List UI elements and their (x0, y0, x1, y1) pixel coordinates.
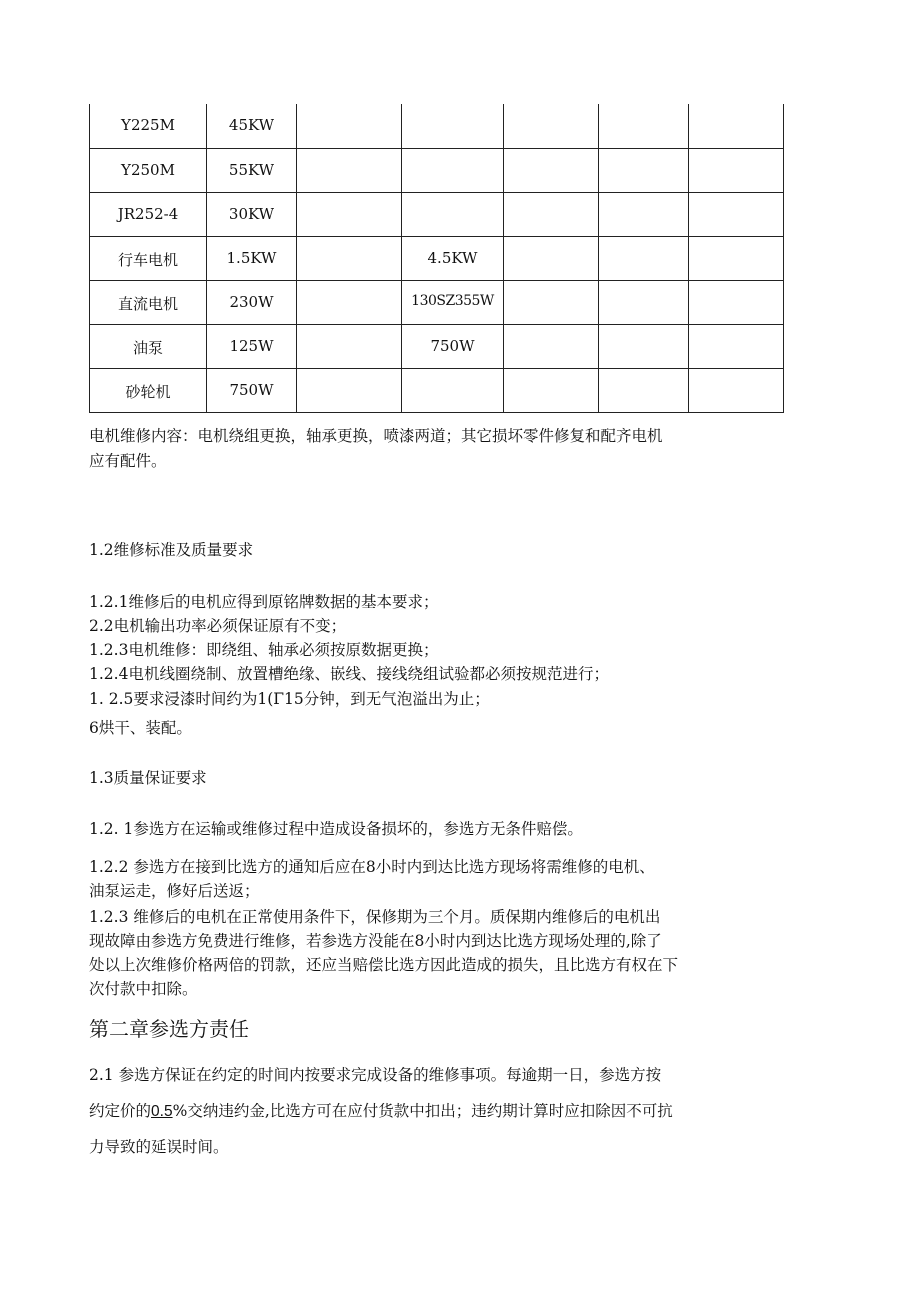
table-cell (689, 192, 784, 236)
section-1-2-item: 2.2电机输出功率必须保证原有不变； (89, 617, 347, 635)
table-cell: JR252-4 (90, 192, 207, 236)
table-cell (599, 148, 689, 192)
table-cell (297, 148, 402, 192)
chapter-2-p1-line3: 力导致的延误时间。 (89, 1138, 229, 1156)
section-1-3-item2-line1: 1.2.2 参选方在接到比选方的通知后应在8小时内到达比选方现场将需维修的电机、 (89, 858, 655, 876)
maintenance-content-line2: 应有配件。 (89, 452, 167, 470)
table-cell: 砂轮机 (90, 368, 207, 412)
table-cell (297, 104, 402, 148)
table-cell (402, 104, 504, 148)
table-cell: 行车电机 (90, 236, 207, 280)
table-cell: 30KW (207, 192, 297, 236)
table-cell (297, 236, 402, 280)
p1-line2-pre: 约定价的 (89, 1102, 152, 1120)
penalty-rate: 0.5 (151, 1103, 173, 1120)
table-row (90, 104, 784, 148)
section-1-2-item: 1.2.1维修后的电机应得到原铭牌数据的基本要求； (89, 593, 439, 611)
table-cell (504, 104, 599, 148)
table-row (90, 280, 784, 324)
motor-table-body (90, 104, 784, 412)
table-cell: Y250M (90, 148, 207, 192)
table-cell (689, 368, 784, 412)
table-cell (504, 368, 599, 412)
table-cell: 130SZ355W (402, 280, 504, 324)
section-1-3-item3-line3: 处以上次维修价格两倍的罚款，还应当赔偿比选方因此造成的损失，且比选方有权在下 (89, 956, 679, 974)
table-cell (504, 324, 599, 368)
section-1-3-item3-line2: 现故障由参选方免费进行维修，若参选方没能在8小时内到达比选方现场处理的,除了 (89, 932, 662, 950)
table-cell (504, 148, 599, 192)
table-cell (504, 280, 599, 324)
chapter-2-p1-line1: 2.1 参选方保证在约定的时间内按要求完成设备的维修事项。每逾期一日，参选方按 (89, 1066, 662, 1084)
table-cell (599, 324, 689, 368)
section-1-2-item: 1.2.4电机线圈绕制、放置槽绝缘、嵌线、接线绕组试验都必须按规范进行； (89, 665, 609, 683)
table-cell: 4.5KW (402, 236, 504, 280)
table-cell (599, 368, 689, 412)
table-row (90, 192, 784, 236)
table-cell (599, 236, 689, 280)
table-cell (599, 104, 689, 148)
table-cell (297, 324, 402, 368)
table-cell (504, 192, 599, 236)
section-1-3-item3-line1: 1.2.3 维修后的电机在正常使用条件下，保修期为三个月。质保期内维修后的电机出 (89, 908, 661, 926)
section-1-3-item2-line2: 油泵运走，修好后送返； (89, 882, 260, 900)
table-cell: 750W (402, 324, 504, 368)
maintenance-content-line1: 电机维修内容：电机绕组更换，轴承更换，喷漆两道；其它损坏零件修复和配齐电机 (89, 427, 663, 445)
table-cell (297, 192, 402, 236)
table-cell (402, 148, 504, 192)
section-1-3-title: 1.3质量保证要求 (89, 769, 207, 787)
table-cell (689, 324, 784, 368)
table-cell: 55KW (207, 148, 297, 192)
table-row (90, 324, 784, 368)
table-cell: 125W (207, 324, 297, 368)
table-cell: 230W (207, 280, 297, 324)
section-1-3-item3-line4: 次付款中扣除。 (89, 980, 198, 998)
table-cell (297, 280, 402, 324)
table-cell: 油泵 (90, 324, 207, 368)
table-row (90, 148, 784, 192)
penalty-rate-sign: % (172, 1102, 188, 1120)
section-1-2-item: 1.2.3电机维修：即绕组、轴承必须按原数据更换； (89, 641, 439, 659)
table-cell (599, 192, 689, 236)
section-1-2-item: 6烘干、装配。 (89, 719, 192, 737)
table-cell (504, 236, 599, 280)
table-cell: 750W (207, 368, 297, 412)
table-cell (599, 280, 689, 324)
table-cell (402, 368, 504, 412)
table-cell: 45KW (207, 104, 297, 148)
table-row (90, 236, 784, 280)
table-cell: 1.5KW (207, 236, 297, 280)
table-row (90, 368, 784, 412)
table-cell (689, 104, 784, 148)
table-cell: Y225M (90, 104, 207, 148)
table-cell (689, 280, 784, 324)
motor-table (89, 104, 784, 413)
table-cell (689, 236, 784, 280)
section-1-2-item: 1. 2.5要求浸漆时间约为1(Γ15分钟，到无气泡溢出为止； (89, 690, 490, 708)
section-1-3-item1: 1.2. 1参选方在运输或维修过程中造成设备损坏的，参选方无条件赔偿。 (89, 820, 583, 838)
chapter-2-title: 第二章参选方责任 (89, 1017, 249, 1041)
p1-line2-post: 交纳违约金,比选方可在应付货款中扣出；违约期计算时应扣除因不可抗 (187, 1102, 673, 1120)
section-1-2-title: 1.2维修标准及质量要求 (89, 541, 254, 559)
table-cell (689, 148, 784, 192)
chapter-2-p1-line2 (89, 1099, 673, 1124)
table-cell (402, 192, 504, 236)
table-cell: 直流电机 (90, 280, 207, 324)
table-cell (297, 368, 402, 412)
